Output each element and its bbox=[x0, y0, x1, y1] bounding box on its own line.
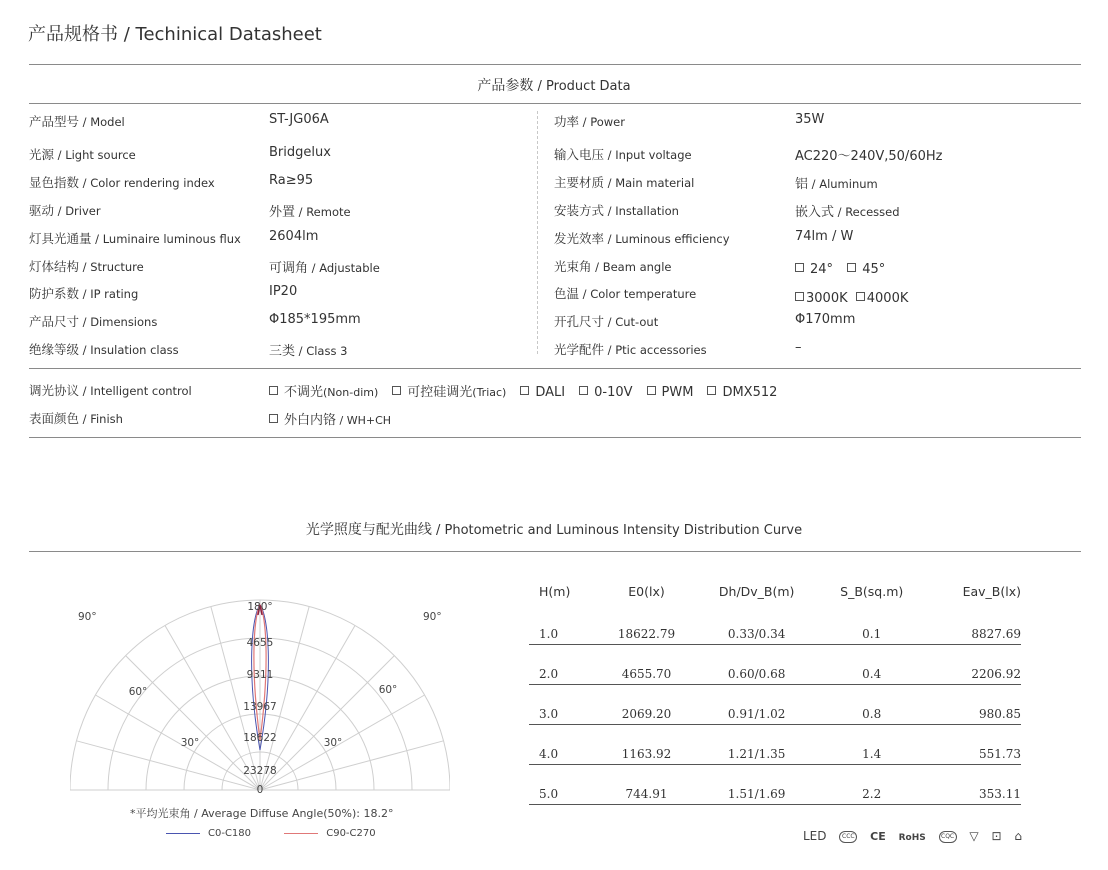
checkbox-icon[interactable] bbox=[579, 386, 588, 395]
left-label: 产品尺寸 / Dimensions bbox=[29, 314, 158, 329]
column-divider bbox=[537, 111, 538, 354]
table-row bbox=[529, 645, 1021, 685]
cqc-icon: CQC bbox=[939, 831, 957, 843]
table-header: Dh/Dv_B(m) bbox=[718, 584, 795, 599]
right-label: 开孔尺寸 / Cut-out bbox=[554, 314, 659, 329]
product-data-title: 产品参数 / Product Data bbox=[477, 78, 631, 94]
left-label: 光源 / Light source bbox=[29, 147, 136, 162]
table-cell: 4655.70 bbox=[599, 645, 694, 685]
divider bbox=[29, 103, 1081, 104]
certification-marks bbox=[803, 829, 1031, 843]
table-cell: 0.8 bbox=[819, 685, 924, 725]
checkbox-icon[interactable] bbox=[847, 263, 856, 272]
control-options bbox=[269, 381, 791, 400]
polar-spoke bbox=[260, 656, 394, 790]
ring-value-label: 18622 bbox=[243, 732, 277, 744]
right-label: 输入电压 / Input voltage bbox=[554, 147, 692, 162]
table-row bbox=[529, 765, 1021, 805]
angle-label: 0 bbox=[256, 784, 264, 796]
table-cell: 0.91/1.02 bbox=[694, 685, 819, 725]
beam-angle-45: 45° bbox=[862, 262, 886, 277]
right-label: 光束角 / Beam angle bbox=[554, 259, 672, 274]
color-temp-4000k: 4000K bbox=[866, 291, 909, 306]
checkbox-icon[interactable] bbox=[795, 263, 804, 272]
ce-icon: CE bbox=[870, 830, 886, 843]
right-value: 35W bbox=[795, 112, 825, 127]
left-value: ST-JG06A bbox=[269, 112, 329, 127]
angle-label: 60° bbox=[378, 684, 398, 696]
right-value: Φ170mm bbox=[795, 312, 856, 327]
table-cell: 551.73 bbox=[924, 725, 1021, 765]
polar-spoke bbox=[76, 741, 260, 790]
square-mark-icon: ⊡ bbox=[991, 829, 1002, 843]
right-value: 74lm / W bbox=[795, 229, 854, 244]
control-option: DALI bbox=[520, 385, 565, 400]
table-cell: 1.4 bbox=[819, 725, 924, 765]
beam-angle-options bbox=[795, 262, 899, 277]
left-label: 绝缘等级 / Insulation class bbox=[29, 342, 179, 357]
table-cell: 1163.92 bbox=[599, 725, 694, 765]
color-temp-3000k: 3000K bbox=[806, 291, 848, 306]
divider bbox=[29, 437, 1081, 438]
legend-item: C0-C180 bbox=[166, 828, 251, 839]
angle-label: 180° bbox=[247, 601, 273, 613]
polar-spoke bbox=[95, 695, 260, 790]
ccc-icon: CCC bbox=[839, 831, 857, 843]
control-option: PWM bbox=[647, 385, 694, 400]
left-label: 防护系数 / IP rating bbox=[29, 286, 139, 301]
right-label: 安装方式 / Installation bbox=[554, 203, 679, 218]
table-row bbox=[529, 605, 1021, 645]
photometric-title: 光学照度与配光曲线 / Photometric and Luminous Intensity Distribution Curve bbox=[305, 522, 803, 538]
checkbox-icon[interactable] bbox=[856, 292, 865, 301]
control-label: 调光协议 / Intelligent control bbox=[29, 383, 192, 398]
divider bbox=[29, 368, 1081, 369]
right-value: – bbox=[795, 340, 802, 355]
right-value: AC220～240V,50/60Hz bbox=[795, 149, 943, 164]
control-option: 可控硅调光(Triac) bbox=[392, 381, 506, 400]
ring-value-label: 23278 bbox=[243, 765, 277, 777]
left-value: Ra≥95 bbox=[269, 173, 314, 188]
angle-label: 60° bbox=[128, 686, 148, 698]
left-label: 灯体结构 / Structure bbox=[29, 259, 144, 274]
left-label: 产品型号 / Model bbox=[29, 114, 125, 129]
table-header: H(m) bbox=[539, 584, 571, 599]
left-value: Φ185*195mm bbox=[269, 312, 361, 327]
checkbox-icon[interactable] bbox=[269, 414, 278, 423]
beam-angle-note: *平均光束角 / Average Diffuse Angle(50%): 18.2° bbox=[130, 807, 394, 820]
divider bbox=[29, 551, 1081, 552]
angle-label: 90° bbox=[78, 611, 97, 623]
table-cell: 0.1 bbox=[819, 605, 924, 645]
control-option: DMX512 bbox=[707, 385, 777, 400]
table-cell: 4.0 bbox=[529, 725, 599, 765]
table-cell: 0.60/0.68 bbox=[694, 645, 819, 685]
legend-line bbox=[166, 833, 200, 834]
control-option: 0-10V bbox=[579, 385, 632, 400]
table-cell: 8827.69 bbox=[924, 605, 1021, 645]
legend-line bbox=[284, 833, 318, 834]
checkbox-icon[interactable] bbox=[795, 292, 804, 301]
checkbox-icon[interactable] bbox=[647, 386, 656, 395]
left-value: 外置 / Remote bbox=[269, 205, 351, 220]
left-label: 驱动 / Driver bbox=[29, 203, 101, 218]
left-value: 三类 / Class 3 bbox=[269, 344, 348, 359]
table-cell: 5.0 bbox=[529, 765, 599, 805]
left-value: 2604lm bbox=[269, 229, 319, 244]
left-label: 灯具光通量 / Luminaire luminous flux bbox=[29, 231, 241, 246]
table-cell: 3.0 bbox=[529, 685, 599, 725]
checkbox-icon[interactable] bbox=[520, 386, 529, 395]
table-cell: 2.0 bbox=[529, 645, 599, 685]
checkbox-icon[interactable] bbox=[392, 386, 401, 395]
checkbox-icon[interactable] bbox=[269, 386, 278, 395]
table-cell: 353.11 bbox=[924, 765, 1021, 805]
table-cell: 1.21/1.35 bbox=[694, 725, 819, 765]
finish-option: 外白内铬 / WH+CH bbox=[269, 409, 391, 428]
photometric-table bbox=[529, 578, 1021, 805]
left-value: IP20 bbox=[269, 284, 298, 299]
ring-value-label: 13967 bbox=[243, 701, 277, 713]
legend-item: C90-C270 bbox=[284, 828, 375, 839]
left-value: Bridgelux bbox=[269, 145, 331, 160]
table-cell: 0.4 bbox=[819, 645, 924, 685]
ring-value-label: 9311 bbox=[246, 669, 274, 681]
polar-spoke bbox=[126, 656, 260, 790]
right-value: 铝 / Aluminum bbox=[795, 177, 878, 192]
house-mark-icon: ⌂ bbox=[1014, 829, 1022, 843]
table-cell: 980.85 bbox=[924, 685, 1021, 725]
table-cell: 2069.20 bbox=[599, 685, 694, 725]
table-cell: 744.91 bbox=[599, 765, 694, 805]
angle-label: 90° bbox=[423, 611, 442, 623]
beam-angle-24: 24° bbox=[810, 262, 834, 277]
color-temp-options bbox=[795, 291, 922, 306]
control-option: 不调光(Non-dim) bbox=[269, 381, 378, 400]
table-cell: 0.33/0.34 bbox=[694, 605, 819, 645]
table-cell: 2.2 bbox=[819, 765, 924, 805]
table-cell: 1.51/1.69 bbox=[694, 765, 819, 805]
right-value: 嵌入式 / Recessed bbox=[795, 205, 900, 220]
divider bbox=[29, 64, 1081, 65]
table-cell: 2206.92 bbox=[924, 645, 1021, 685]
angle-label: 30° bbox=[180, 737, 200, 749]
led-mark: LED bbox=[803, 829, 827, 843]
table-header: E0(lx) bbox=[628, 584, 665, 599]
table-header: S_B(sq.m) bbox=[840, 584, 904, 599]
document-title: 产品规格书 / Techinical Datasheet bbox=[28, 24, 322, 45]
angle-label: 30° bbox=[323, 737, 343, 749]
polar-legend bbox=[166, 828, 376, 839]
right-label: 色温 / Color temperature bbox=[554, 286, 697, 301]
rohs-icon: RoHS bbox=[898, 833, 926, 843]
checkbox-icon[interactable] bbox=[707, 386, 716, 395]
table-cell: 1.0 bbox=[529, 605, 599, 645]
table-row bbox=[529, 725, 1021, 765]
luminous-intensity-polar-chart bbox=[70, 570, 450, 810]
table-row bbox=[529, 685, 1021, 725]
right-label: 光学配件 / Ptic accessories bbox=[554, 342, 707, 357]
left-value: 可调角 / Adjustable bbox=[269, 261, 380, 276]
right-label: 发光效率 / Luminous efficiency bbox=[554, 231, 730, 246]
right-label: 功率 / Power bbox=[554, 114, 625, 129]
right-label: 主要材质 / Main material bbox=[554, 175, 695, 190]
polar-spoke bbox=[260, 741, 444, 790]
ring-value-label: 4655 bbox=[246, 637, 274, 649]
finish-label: 表面颜色 / Finish bbox=[29, 411, 123, 426]
left-label: 显色指数 / Color rendering index bbox=[29, 175, 215, 190]
table-cell: 18622.79 bbox=[599, 605, 694, 645]
table-header: Eav_B(lx) bbox=[962, 584, 1021, 599]
triangle-mark-icon: ▽ bbox=[969, 829, 979, 843]
